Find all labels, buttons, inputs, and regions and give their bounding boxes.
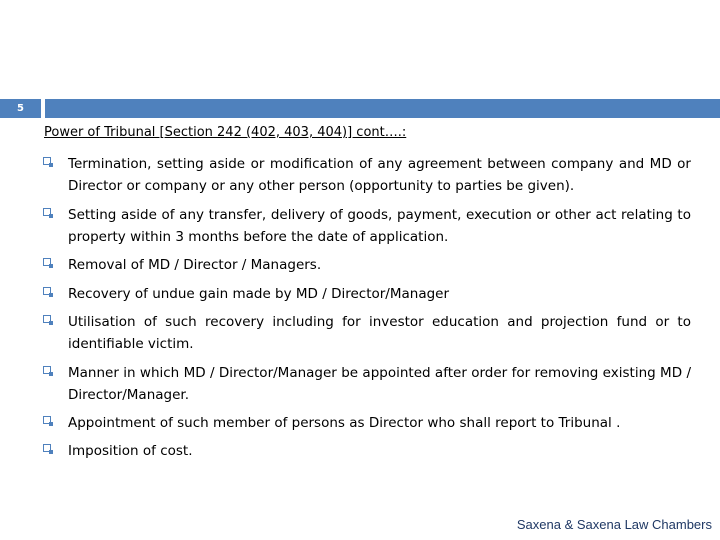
square-bullet-icon: [43, 157, 51, 165]
list-item-text: Recovery of undue gain made by MD / Director/Manager: [68, 286, 450, 302]
square-bullet-icon: [43, 416, 51, 424]
footer-text: Saxena & Saxena Law Chambers: [516, 517, 712, 532]
slide-number: [0, 99, 41, 118]
list-item-text: Appointment of such member of persons as Director who shall report to Tribunal .: [68, 415, 621, 431]
list-item: [43, 311, 691, 355]
square-bullet-icon: [43, 315, 51, 323]
list-item: [43, 412, 691, 434]
list-item-text: Termination, setting aside or modification of any agreement between company and MD or Director or company or any other person (opportunity to parties be given).: [68, 156, 691, 194]
square-bullet-icon: [43, 208, 51, 216]
list-item: [43, 440, 691, 462]
list-item: [43, 283, 691, 305]
square-bullet-icon: [43, 444, 51, 452]
list-item: [43, 204, 691, 248]
square-bullet-icon: [43, 258, 51, 266]
square-bullet-icon: [43, 287, 51, 295]
list-item: [43, 254, 691, 276]
slide-number-text: 5: [17, 103, 24, 114]
list-item-text: Setting aside of any transfer, delivery of goods, payment, execution or other act relating to property within 3 months before the date of application.: [68, 207, 691, 245]
list-item: [43, 362, 691, 406]
list-item-text: Manner in which MD / Director/Manager be appointed after order for removing existing MD / Director/Manager.: [68, 365, 691, 403]
square-bullet-icon: [43, 366, 51, 374]
list-item-text: Imposition of cost.: [68, 443, 193, 459]
list-item: [43, 153, 691, 197]
slide-title: Power of Tribunal [Section 242 (402, 403, 404)] cont….:: [44, 125, 407, 140]
header-bar: [45, 99, 720, 118]
list-item-text: Utilisation of such recovery including for investor education and projection fund or to identifiable victim.: [68, 314, 691, 352]
list-item-text: Removal of MD / Director / Managers.: [68, 257, 322, 273]
